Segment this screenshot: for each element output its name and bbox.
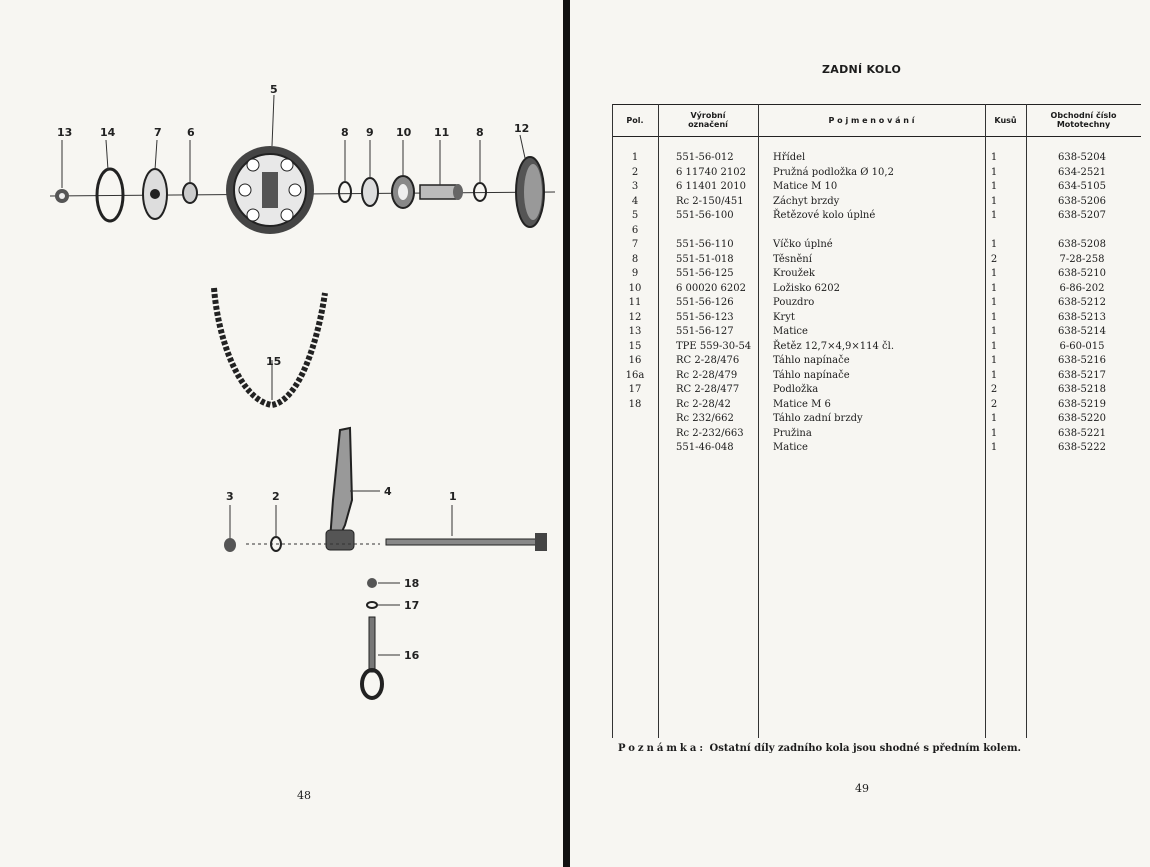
- cell-qty: 1: [990, 326, 998, 337]
- book-spine: [563, 0, 570, 867]
- footnote-label: Poznámka:: [618, 743, 707, 754]
- page-number-right: 49: [855, 782, 869, 795]
- callout-16: 16: [404, 649, 420, 662]
- cell-number: 638-5204: [1058, 152, 1106, 163]
- cell-name: Matice: [773, 326, 808, 337]
- table-row: [612, 225, 1141, 239]
- callout-9: 9: [366, 126, 374, 139]
- cell-name: Pouzdro: [773, 297, 815, 308]
- cell-number: 638-5218: [1058, 384, 1106, 395]
- cell-code: 551-46-048: [676, 442, 734, 453]
- cell-code: Rc 2-28/42: [676, 398, 731, 410]
- table-row: [612, 239, 1141, 253]
- part-7-cap: [143, 169, 167, 219]
- cell-code: 6 11740 2102: [676, 166, 746, 178]
- cell-name: Záchyt brzdy: [773, 195, 840, 207]
- table-row: [612, 341, 1141, 355]
- part-9-ring: [362, 178, 378, 206]
- table-row: [612, 312, 1141, 326]
- cell-pol: 1: [631, 152, 639, 163]
- cell-pol: 6: [631, 224, 639, 236]
- callout-14: 14: [100, 126, 116, 139]
- cell-qty: 1: [990, 297, 998, 308]
- cell-name: Podložka: [773, 384, 819, 395]
- cell-name: Pružná podložka Ø 10,2: [773, 166, 894, 178]
- callout-1: 1: [449, 490, 457, 503]
- page-number-left: 48: [297, 789, 311, 802]
- cell-qty: 2: [990, 253, 998, 265]
- cell-code: 6 00020 6202: [676, 282, 746, 294]
- cell-qty: 1: [990, 442, 998, 453]
- callout-2: 2: [272, 490, 280, 503]
- part-4-brake-anchor: [326, 428, 380, 550]
- cell-qty: 1: [990, 268, 998, 279]
- callout-10: 10: [396, 126, 412, 139]
- part-11-sleeve: [420, 184, 463, 200]
- cell-number: 634-2521: [1058, 166, 1106, 178]
- cell-number: 638-5208: [1058, 239, 1106, 250]
- cell-qty: 1: [990, 340, 998, 352]
- cell-name: Pružina: [773, 427, 812, 439]
- part-15-chain: [214, 288, 325, 405]
- callout-11: 11: [434, 126, 450, 139]
- table-row: [612, 428, 1141, 442]
- cell-pol: 2: [631, 166, 639, 178]
- cell-pol: 11: [628, 297, 642, 308]
- cell-pol: 16a: [625, 369, 645, 381]
- cell-qty: 1: [990, 282, 998, 294]
- table-row: [612, 413, 1141, 427]
- cell-qty: 1: [990, 355, 998, 366]
- table-row: [612, 297, 1141, 311]
- cell-qty: 1: [990, 427, 998, 439]
- part-8-ring-second: [474, 183, 486, 201]
- table-row: [612, 167, 1141, 181]
- cell-code: 551-51-018: [676, 253, 734, 265]
- cell-code: Rc 232/662: [676, 413, 734, 424]
- table-row: [612, 210, 1141, 224]
- part-12-cover: [516, 157, 544, 227]
- cell-number: 638-5213: [1058, 311, 1106, 323]
- cell-name: Řetěz 12,7×4,9×114 čl.: [773, 340, 895, 352]
- table-row: [612, 355, 1141, 369]
- cell-qty: 2: [990, 384, 998, 395]
- cell-number: 638-5220: [1058, 413, 1106, 424]
- header-pol: Pol.: [626, 115, 644, 125]
- cell-pol: 16: [628, 355, 642, 366]
- cell-pol: 18: [628, 398, 642, 410]
- cell-number: 7-28-258: [1059, 253, 1105, 265]
- table-row: [612, 326, 1141, 340]
- part-13-nut: [55, 189, 69, 203]
- part-16-tension-rod: [362, 617, 400, 698]
- cell-pol: 4: [631, 195, 639, 207]
- cell-code: Rc 2-232/663: [676, 427, 744, 439]
- table-row: [612, 399, 1141, 413]
- callout-12: 12: [514, 122, 530, 135]
- cell-pol: 3: [631, 181, 639, 192]
- cell-qty: 1: [990, 210, 998, 221]
- cell-name: Matice: [773, 442, 808, 453]
- right-page: [572, 0, 1150, 867]
- cell-qty: 1: [990, 195, 998, 207]
- cell-code: RC 2-28/477: [676, 384, 740, 395]
- cell-name: Ložisko 6202: [773, 282, 840, 294]
- cell-pol: 17: [628, 384, 642, 395]
- cell-code: RC 2-28/476: [676, 355, 740, 366]
- callout-8: 8: [341, 126, 349, 139]
- cell-number: 638-5214: [1058, 326, 1106, 337]
- table-row: [612, 181, 1141, 195]
- callout-5: 5: [270, 83, 278, 96]
- part-3-nut: [224, 505, 236, 552]
- cell-number: 638-5212: [1058, 297, 1106, 308]
- part-6-seal: [183, 183, 197, 203]
- cell-name: Táhlo zadní brzdy: [773, 413, 863, 424]
- cell-code: Rc 2-150/451: [676, 195, 744, 207]
- cell-number: 6-86-202: [1059, 282, 1105, 294]
- callout-3: 3: [226, 490, 234, 503]
- callout-4: 4: [384, 485, 392, 498]
- table-row: [612, 384, 1141, 398]
- page-title: ZADNÍ KOLO: [822, 63, 902, 76]
- cell-number: 638-5217: [1058, 369, 1106, 381]
- callout-15: 15: [266, 355, 282, 368]
- cell-name: Matice M 6: [773, 398, 831, 410]
- callout-17: 17: [404, 599, 420, 612]
- cell-code: TPE 559-30-54: [676, 340, 752, 352]
- part-18-nut: [367, 578, 400, 588]
- table-row: [612, 283, 1141, 297]
- cell-code: 551-56-110: [676, 239, 734, 250]
- cell-name: Táhlo napínače: [773, 369, 850, 381]
- cell-pol: 9: [631, 268, 639, 279]
- cell-code: 551-56-100: [676, 210, 734, 221]
- footnote: [618, 743, 1021, 754]
- left-page: [0, 0, 565, 867]
- cell-number: 638-5210: [1058, 268, 1106, 279]
- table-row: [612, 152, 1141, 166]
- cell-pol: 12: [628, 311, 642, 323]
- header-name: P o j m e n o v á n í: [828, 115, 915, 125]
- cell-pol: 15: [628, 340, 642, 352]
- cell-code: 551-56-123: [676, 311, 734, 323]
- header-number: Obchodní číslo Mototechny: [1050, 111, 1117, 129]
- cell-qty: 1: [990, 181, 998, 192]
- cell-qty: 1: [990, 311, 998, 323]
- callout-6: 6: [187, 126, 195, 139]
- cell-pol: 7: [631, 239, 639, 250]
- parts-table: [612, 104, 1141, 738]
- cell-qty: 1: [990, 152, 998, 163]
- cell-pol: 13: [628, 326, 642, 337]
- cell-number: 638-5207: [1058, 210, 1106, 221]
- table-row: [612, 254, 1141, 268]
- cell-qty: 1: [990, 413, 998, 424]
- part-5-sprocket: [226, 146, 314, 234]
- cell-code: 6 11401 2010: [676, 181, 746, 192]
- cell-name: Táhlo napínače: [773, 355, 850, 366]
- part-1-shaft: [246, 505, 547, 551]
- cell-name: Víčko úplné: [773, 239, 833, 250]
- header-qty: Kusů: [994, 115, 1017, 125]
- cell-code: 551-56-126: [676, 297, 734, 308]
- table-row: [612, 268, 1141, 282]
- cell-name: Řetězové kolo úplné: [773, 210, 876, 221]
- table-row: [612, 370, 1141, 384]
- cell-code: 551-56-127: [676, 326, 734, 337]
- exploded-parts-diagram: [0, 0, 565, 867]
- footnote-text: Ostatní díly zadního kola jsou shodné s předním kolem.: [709, 743, 1022, 754]
- cell-number: 638-5221: [1058, 427, 1106, 439]
- cell-number: 634-5105: [1058, 181, 1106, 192]
- cell-name: Kroužek: [773, 268, 815, 279]
- cell-number: 638-5219: [1058, 398, 1106, 410]
- cell-name: Matice M 10: [773, 181, 838, 192]
- part-17-washer: [367, 602, 400, 608]
- cell-number: 638-5206: [1058, 195, 1106, 207]
- cell-number: 638-5216: [1058, 355, 1106, 366]
- cell-qty: 1: [990, 369, 998, 381]
- cell-pol: 10: [628, 282, 642, 294]
- cell-pol: 5: [631, 210, 639, 221]
- cell-number: 638-5222: [1058, 442, 1106, 453]
- callout-8-second: 8: [476, 126, 484, 139]
- cell-code: 551-56-125: [676, 268, 734, 279]
- cell-name: Hřídel: [773, 152, 806, 163]
- part-10-bearing: [392, 176, 414, 208]
- cell-number: 6-60-015: [1059, 340, 1105, 352]
- cell-name: Těsnění: [773, 253, 812, 265]
- table-row: [612, 196, 1141, 210]
- cell-code: Rc 2-28/479: [676, 369, 738, 381]
- cell-pol: 8: [631, 253, 639, 265]
- cell-qty: 1: [990, 166, 998, 178]
- cell-code: 551-56-012: [676, 152, 734, 163]
- header-code: Výrobní označení: [688, 111, 728, 129]
- callout-7: 7: [154, 126, 162, 139]
- callout-13: 13: [57, 126, 73, 139]
- table-row: [612, 442, 1141, 456]
- cell-name: Kryt: [773, 311, 795, 323]
- callout-18: 18: [404, 577, 420, 590]
- cell-qty: 1: [990, 239, 998, 250]
- cell-qty: 2: [990, 398, 998, 410]
- part-8-ring: [339, 182, 351, 202]
